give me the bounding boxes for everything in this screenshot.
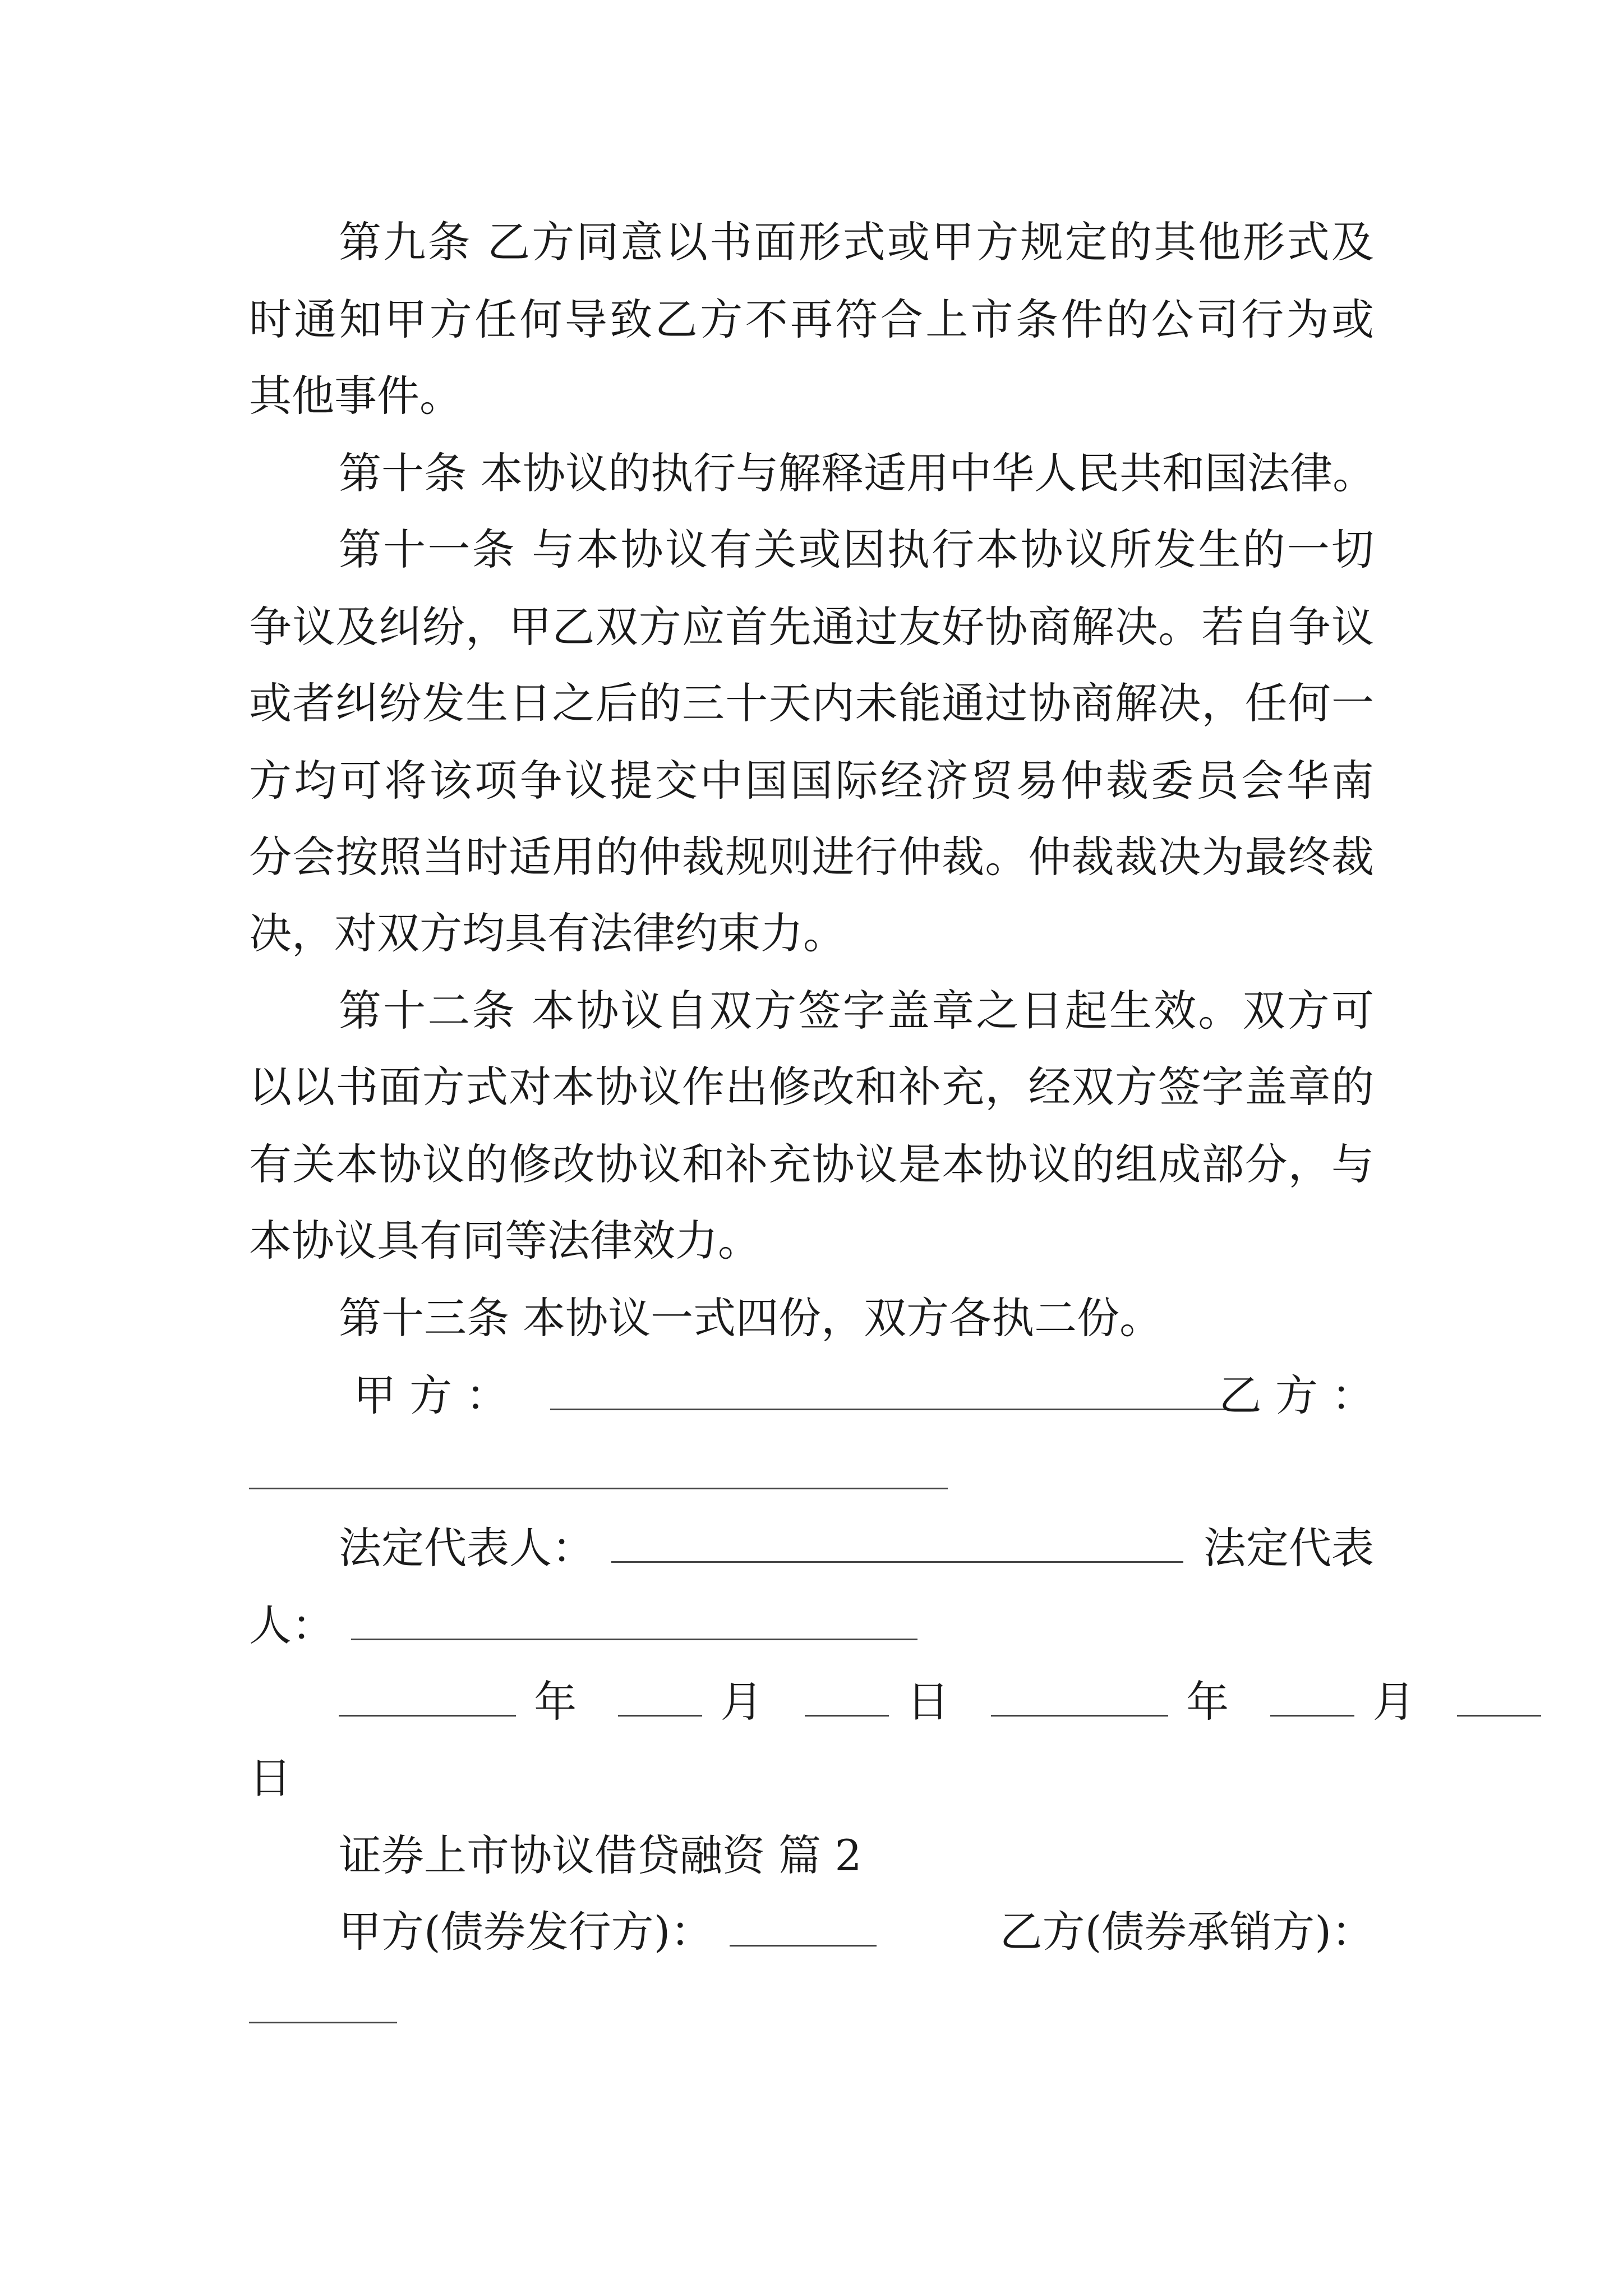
legal-rep-b-blank[interactable]	[351, 1599, 917, 1640]
legal-rep-b-label: 法定代表	[1204, 1523, 1374, 1573]
bond-underwriter-label: 乙方(债券承销方)：	[999, 1907, 1374, 1957]
article-12-line-2: 以以书面方式对本协议作出修改和补充，经双方签字盖章的	[249, 1062, 1374, 1112]
date-b-year-blank[interactable]	[991, 1676, 1168, 1717]
bond-issuer-blank[interactable]	[730, 1906, 877, 1947]
article-10-line-1: 第十条 本协议的执行与解释适用中华人民共和国法律。	[339, 448, 1376, 498]
party-a-label: 甲 方 ：	[353, 1370, 509, 1420]
article-11-line-4: 方均可将该项争议提交中国国际经济贸易仲裁委员会华南	[249, 756, 1374, 806]
bond-underwriter-blank[interactable]	[249, 2022, 397, 2023]
section-2-title: 证券上市协议借贷融资 篇 2	[339, 1830, 862, 1880]
signature-parties-row	[353, 1368, 1374, 1424]
legal-rep-row	[339, 1520, 1374, 1576]
date-b-day-blank[interactable]	[1457, 1676, 1541, 1717]
article-13-line-1: 第十三条 本协议一式四份，双方各执二份。	[339, 1293, 1163, 1343]
article-12-line-1: 第十二条 本协议自双方签字盖章之日起生效。双方可	[339, 986, 1374, 1036]
article-11-line-2: 争议及纠纷，甲乙双方应首先通过友好协商解决。若自争议	[249, 602, 1374, 652]
date-b-month-label: 月	[1372, 1677, 1415, 1727]
date-b-day-label: 日	[249, 1753, 292, 1803]
legal-rep-b-label-end: 人：	[249, 1600, 334, 1650]
article-9-line-3: 其他事件。	[249, 371, 462, 421]
legal-rep-b-continued	[249, 1598, 1374, 1654]
date-row	[339, 1674, 1415, 1730]
date-a-month-label: 月	[720, 1677, 763, 1727]
legal-rep-a-label: 法定代表人：	[339, 1523, 594, 1573]
party-b-blank[interactable]	[249, 1488, 948, 1489]
bond-issuer-label: 甲方(债券发行方)：	[339, 1907, 713, 1957]
date-a-year-blank[interactable]	[339, 1676, 516, 1717]
date-a-day-blank[interactable]	[805, 1676, 889, 1717]
article-11-line-3: 或者纠纷发生日之后的三十天内未能通过协商解决，任何一	[249, 678, 1374, 728]
legal-rep-a-blank[interactable]	[611, 1522, 1183, 1563]
article-11-line-1: 第十一条 与本协议有关或因执行本协议所发生的一切	[339, 524, 1374, 574]
article-12-line-4: 本协议具有同等法律效力。	[249, 1216, 760, 1266]
section-2-parties-row	[339, 1904, 1374, 1960]
article-11-line-6: 决，对双方均具有法律约束力。	[249, 908, 846, 958]
date-a-month-blank[interactable]	[618, 1676, 702, 1717]
date-b-year-label: 年	[1186, 1677, 1229, 1727]
article-9-line-1: 第九条 乙方同意以书面形式或甲方规定的其他形式及	[339, 217, 1374, 267]
date-b-month-blank[interactable]	[1270, 1676, 1354, 1717]
article-12-line-3: 有关本协议的修改协议和补充协议是本协议的组成部分，与	[249, 1139, 1374, 1189]
date-a-year-label: 年	[534, 1677, 577, 1727]
article-11-line-5: 分会按照当时适用的仲裁规则进行仲裁。仲裁裁决为最终裁	[249, 832, 1374, 882]
party-b-label: 乙 方 ：	[1219, 1370, 1374, 1420]
article-9-line-2: 时通知甲方任何导致乙方不再符合上市条件的公司行为或	[249, 295, 1374, 344]
party-a-blank[interactable]	[550, 1369, 1251, 1410]
date-a-day-label: 日	[906, 1677, 949, 1727]
